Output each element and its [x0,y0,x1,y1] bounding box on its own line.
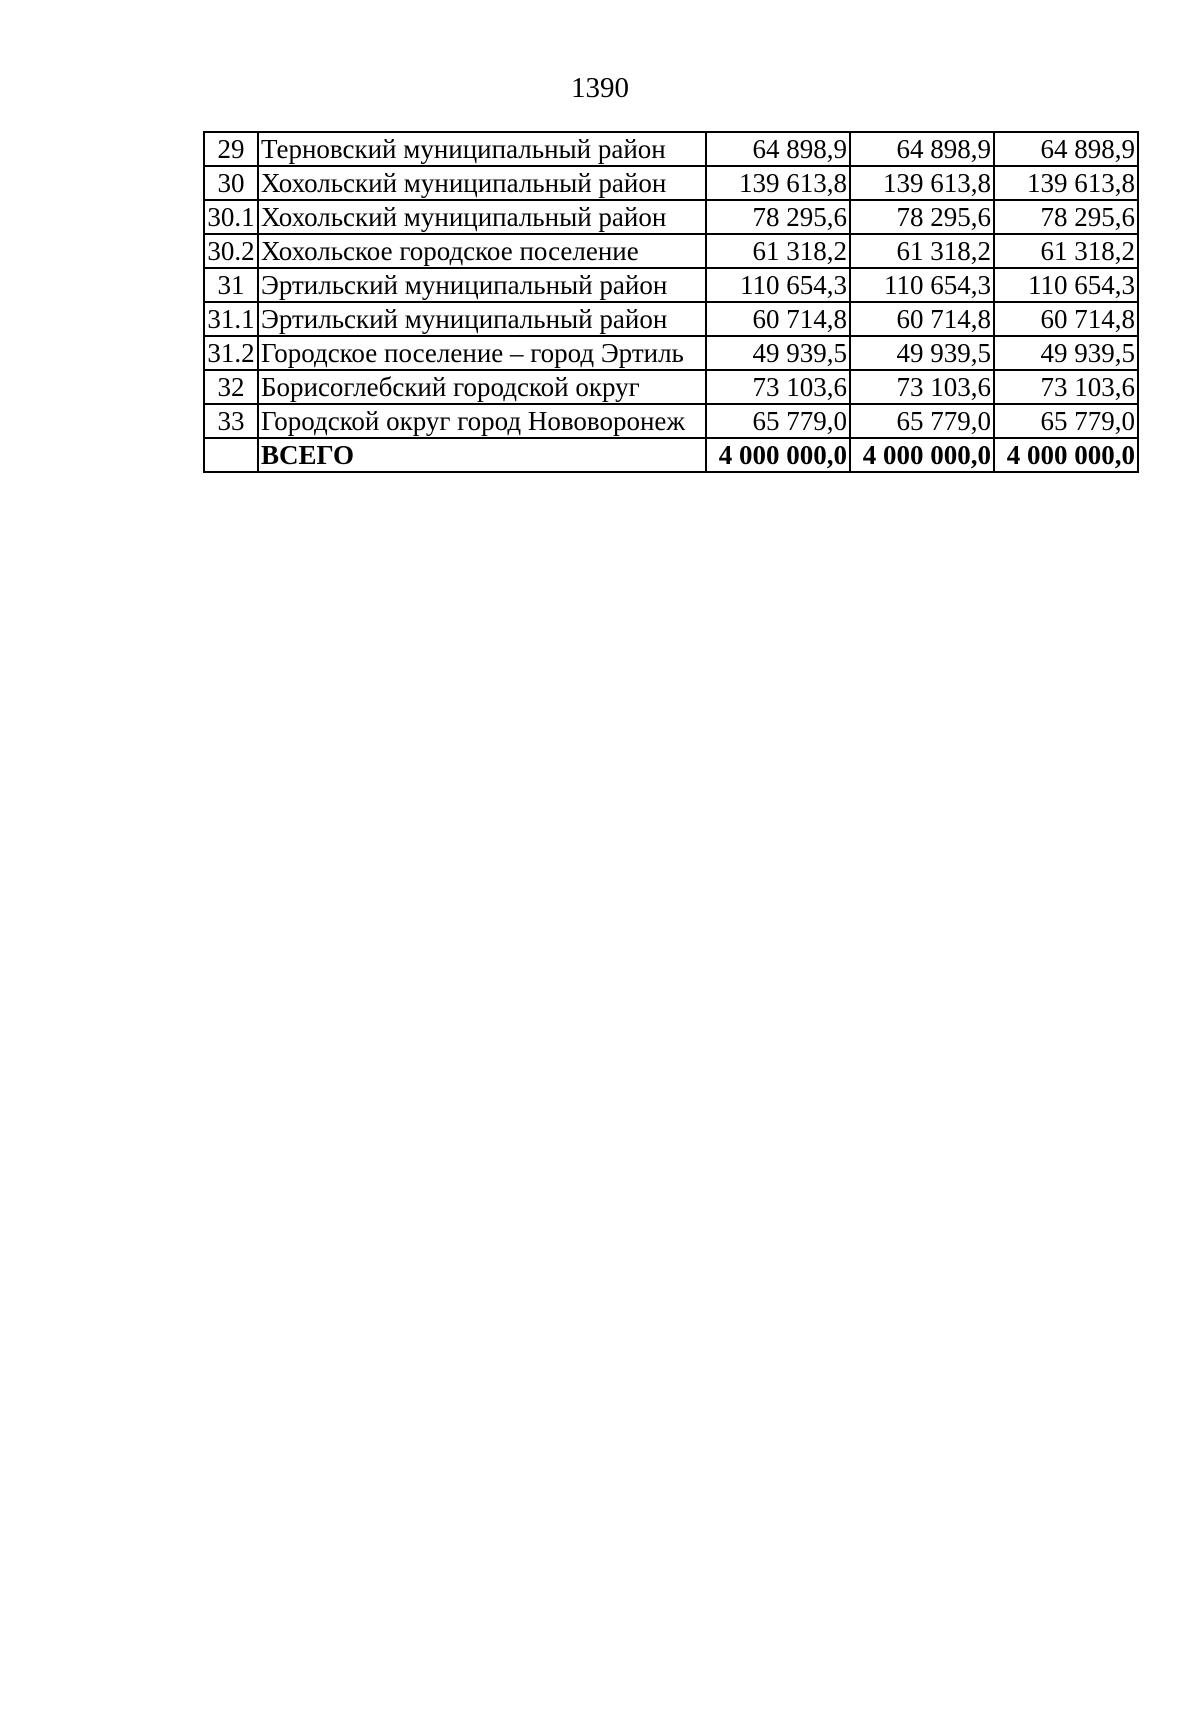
row-number-cell: 32 [204,370,258,404]
value-cell-1: 110 654,3 [706,268,850,302]
row-number-cell: 29 [204,132,258,166]
table-row [204,370,1138,404]
row-name-cell: Городское поселение – город Эртиль [258,336,706,370]
row-name-cell: Хохольское городское поселение [258,234,706,268]
value-cell-3: 61 318,2 [994,234,1138,268]
table-row [204,404,1138,438]
row-number-cell: 30.1 [204,200,258,234]
value-cell-1: 64 898,9 [706,132,850,166]
table-row [204,302,1138,336]
row-name-cell: Борисоглебский городской округ [258,370,706,404]
row-name-cell: Терновский муниципальный район [258,132,706,166]
value-cell-1: 73 103,6 [706,370,850,404]
total-number-cell [204,438,258,472]
table-row [204,336,1138,370]
row-number-cell: 31.2 [204,336,258,370]
table-row [204,200,1138,234]
value-cell-1: 78 295,6 [706,200,850,234]
value-cell-2: 60 714,8 [850,302,994,336]
value-cell-3: 78 295,6 [994,200,1138,234]
value-cell-3: 60 714,8 [994,302,1138,336]
value-cell-2: 64 898,9 [850,132,994,166]
value-cell-2: 73 103,6 [850,370,994,404]
value-cell-3: 65 779,0 [994,404,1138,438]
value-cell-1: 60 714,8 [706,302,850,336]
table-row [204,268,1138,302]
total-value-3: 4 000 000,0 [994,438,1138,472]
row-number-cell: 31.1 [204,302,258,336]
row-name-cell: Городской округ город Нововоронеж [258,404,706,438]
value-cell-2: 110 654,3 [850,268,994,302]
row-number-cell: 33 [204,404,258,438]
row-name-cell: Эртильский муниципальный район [258,268,706,302]
value-cell-2: 49 939,5 [850,336,994,370]
value-cell-3: 49 939,5 [994,336,1138,370]
value-cell-1: 49 939,5 [706,336,850,370]
value-cell-1: 139 613,8 [706,166,850,200]
total-label: ВСЕГО [258,438,706,472]
value-cell-3: 73 103,6 [994,370,1138,404]
table-row [204,132,1138,166]
value-cell-2: 139 613,8 [850,166,994,200]
page-number: 1390 [571,72,629,104]
value-cell-2: 65 779,0 [850,404,994,438]
row-number-cell: 31 [204,268,258,302]
budget-table [203,131,1139,473]
table-row [204,234,1138,268]
value-cell-2: 78 295,6 [850,200,994,234]
value-cell-3: 110 654,3 [994,268,1138,302]
value-cell-1: 65 779,0 [706,404,850,438]
value-cell-1: 61 318,2 [706,234,850,268]
value-cell-3: 64 898,9 [994,132,1138,166]
total-value-2: 4 000 000,0 [850,438,994,472]
row-name-cell: Хохольский муниципальный район [258,166,706,200]
total-value-1: 4 000 000,0 [706,438,850,472]
value-cell-3: 139 613,8 [994,166,1138,200]
row-name-cell: Хохольский муниципальный район [258,200,706,234]
row-name-cell: Эртильский муниципальный район [258,302,706,336]
table-row [204,166,1138,200]
value-cell-2: 61 318,2 [850,234,994,268]
row-number-cell: 30 [204,166,258,200]
row-number-cell: 30.2 [204,234,258,268]
total-row [204,438,1138,472]
